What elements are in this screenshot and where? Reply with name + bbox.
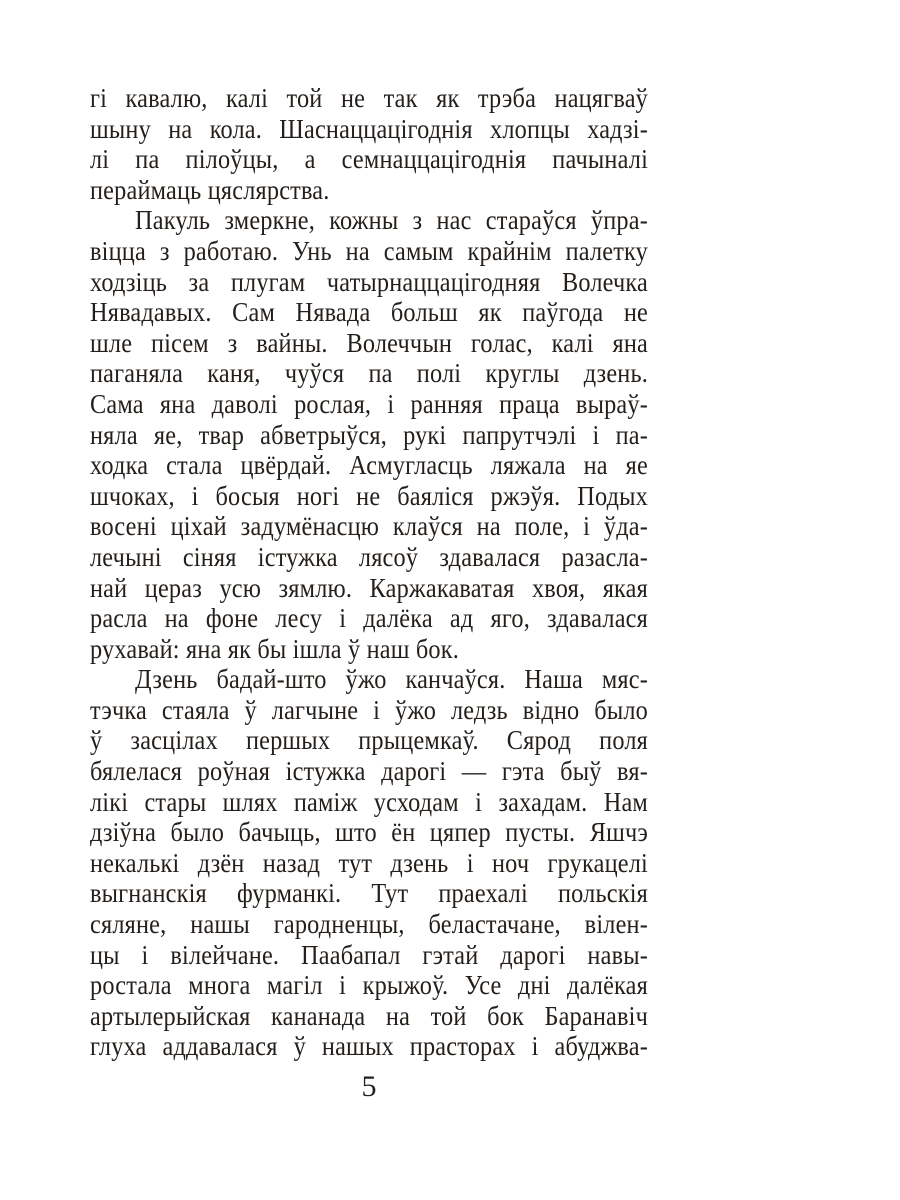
text-line: Дзень бадай-што ўжо канчаўся. Наша мяс- [135,664,648,695]
text-line: расла на фоне лесу і далёка ад яго, здавалася [90,603,648,634]
text-line: тэчка стаяла ў лагчыне і ўжо ледзь відно было [90,694,648,725]
text-line: рухавай: яна як бы ішла ў наш бок. [90,633,459,664]
text-line: ходзіць за плугам чатырнаццацігодняя Волечка [90,266,648,297]
text-line: най цераз усю зямлю. Каржакаватая хвоя, якая [90,572,648,603]
page-number: 5 [361,1070,377,1103]
text-line: гі кавалю, калі той не так як трэба нацягваў [90,83,648,113]
text-line: ходка стала цвёрдай. Асмугласць ляжала на яе [90,450,648,481]
text-line: бялелася роўная істужка дарогі — гэта быў вя- [90,756,648,787]
text-line: шыну на кола. Шаснаццацігоднія хлопцы хадзі- [90,113,648,144]
text-line: сяляне, нашы гародненцы, беластачане, вілен- [90,909,648,940]
text-line: няла яе, твар абветрыўся, рукі папрутчэлі і па- [90,419,648,450]
text-line: паганяла каня, чуўся па полі круглы дзень. [90,358,648,389]
text-line: дзіўна было бачыць, што ён цяпер пусты. Яшчэ [90,817,648,848]
text-line: Сама яна даволі рослая, і ранняя праца выраў- [90,388,648,419]
text-line: цы і вілейчане. Паабапал гэтай дарогі навы- [90,939,648,970]
text-line: ростала многа магіл і крыжоў. Усе дні далёкая [90,970,648,1001]
text-line: шчоках, і босыя ногі не баяліся ржэўя. Подых [90,480,648,511]
text-line: шле пісем з вайны. Волеччын голас, калі яна [90,327,648,358]
text-line: лікі стары шлях паміж усходам і захадам. Нам [90,786,648,817]
page-text [90,83,648,1062]
text-line: віцца з работаю. Унь на самым крайнім палетку [90,235,648,266]
text-line: Пакуль змеркне, кожны з нас стараўся ўпра- [135,205,648,236]
text-line: лі па пілоўцы, а семнаццацігоднія пачыналі [90,144,648,175]
paragraph [90,83,648,205]
text-line: ў засцілах першых прыцемкаў. Сярод поля [90,725,648,756]
text-line: восені ціхай задумёнасцю клаўся на поле, і ўда- [90,511,648,542]
text-line: лечыні сіняя істужка лясоў здавалася разасла- [90,541,648,572]
text-line: артылерыйская кананада на той бок Баранавіч [90,1000,648,1031]
text-line: глуха аддавалася ў нашых прасторах і абуджва- [90,1031,648,1062]
text-line: Нявадавых. Сам Нявада больш як паўгода не [90,297,648,328]
paragraph [90,205,648,664]
text-line: пераймаць цяслярства. [90,174,330,205]
paragraph [90,664,648,1062]
text-line: выгнанскія фурманкі. Тут праехалі польскія [90,878,648,909]
text-line: некалькі дзён назад тут дзень і ноч грукацелі [90,847,648,878]
